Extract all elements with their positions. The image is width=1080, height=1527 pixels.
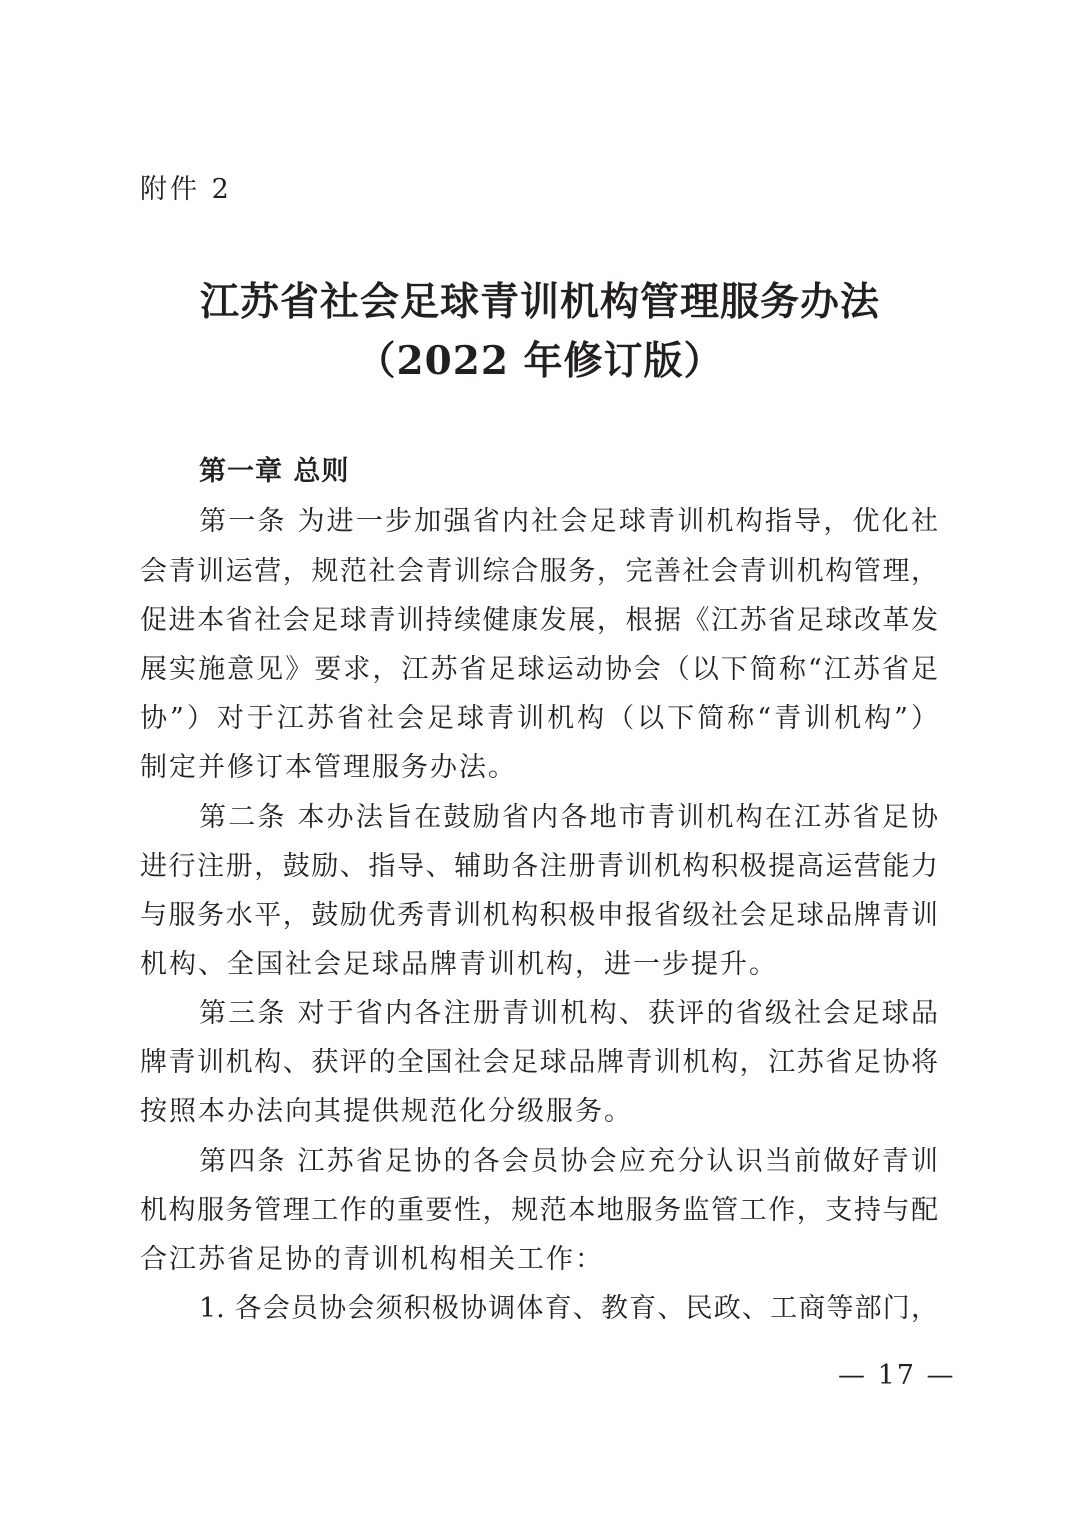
document-subtitle: （2022 年修订版） bbox=[356, 338, 724, 384]
article-2-line: 第二条 本办法旨在鼓励省内各地市青训机构在江苏省足协 bbox=[199, 802, 938, 833]
article-2-line: 与服务水平，鼓励优秀青训机构积极申报省级社会足球品牌青训 bbox=[140, 900, 938, 931]
article-3-line: 第三条 对于省内各注册青训机构、获评的省级社会足球品 bbox=[199, 998, 938, 1029]
article-4-item-line: 1. 各会员协会须积极协调体育、教育、民政、工商等部门， bbox=[199, 1293, 938, 1324]
article-1-line: 展实施意见》要求，江苏省足球运动协会（以下简称“江苏省足 bbox=[140, 654, 938, 685]
page-number: — 17 — bbox=[838, 1360, 956, 1391]
document-title: 江苏省社会足球青训机构管理服务办法 bbox=[199, 279, 880, 325]
article-4-line: 机构服务管理工作的重要性，规范本地服务监管工作，支持与配 bbox=[140, 1195, 938, 1226]
article-4-line: 第四条 江苏省足协的各会员协会应充分认识当前做好青训 bbox=[199, 1146, 938, 1177]
article-3-line: 牌青训机构、获评的全国社会足球品牌青训机构，江苏省足协将 bbox=[140, 1047, 938, 1078]
article-2-line: 机构、全国社会足球品牌青训机构，进一步提升。 bbox=[140, 949, 778, 980]
article-2-line: 进行注册，鼓励、指导、辅助各注册青训机构积极提高运营能力 bbox=[140, 851, 938, 882]
attachment-label: 附件 2 bbox=[140, 174, 232, 205]
article-4-line: 合江苏省足协的青训机构相关工作： bbox=[140, 1244, 604, 1275]
article-1-line: 会青训运营，规范社会青训综合服务，完善社会青训机构管理， bbox=[140, 556, 938, 587]
chapter-heading: 第一章 总则 bbox=[199, 456, 350, 487]
article-1-line: 促进本省社会足球青训持续健康发展，根据《江苏省足球改革发 bbox=[140, 605, 938, 636]
article-1-line: 制定并修订本管理服务办法。 bbox=[140, 752, 517, 783]
article-1-line: 协”）对于江苏省社会足球青训机构（以下简称“青训机构”） bbox=[140, 703, 938, 734]
article-1-line: 第一条 为进一步加强省内社会足球青训机构指导，优化社 bbox=[199, 506, 938, 537]
article-3-line: 按照本办法向其提供规范化分级服务。 bbox=[140, 1096, 633, 1127]
